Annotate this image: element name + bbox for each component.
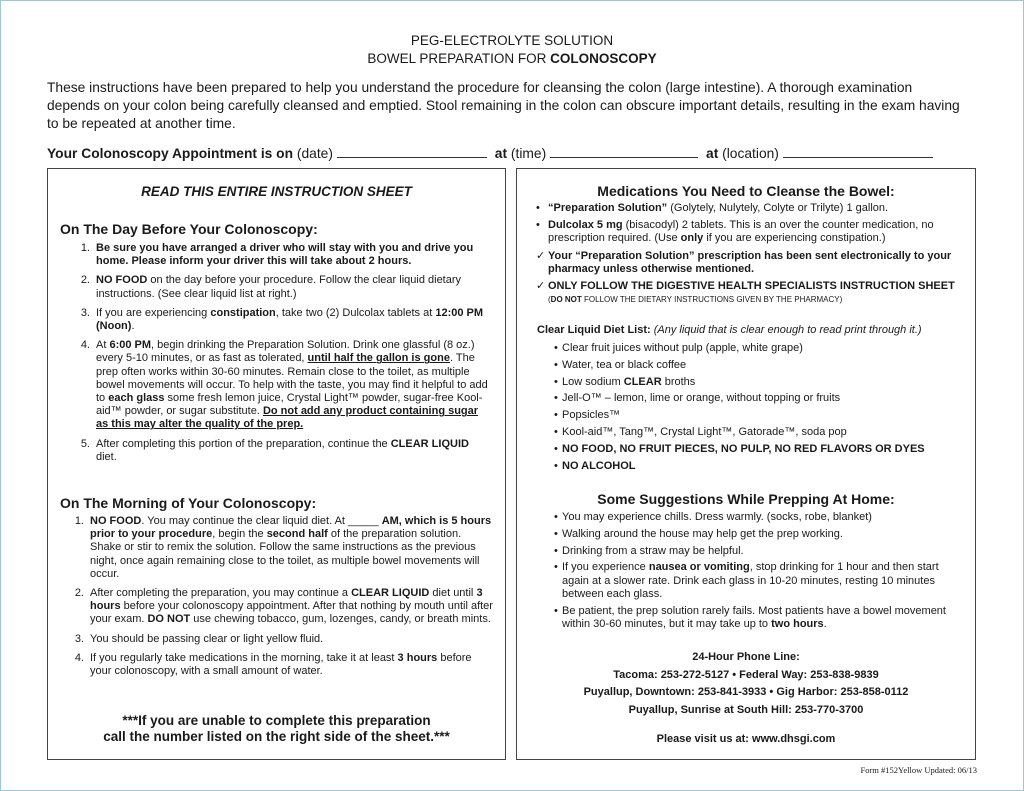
list-item: • Jell-O™ – lemon, lime or orange, without topping or fruits (554, 392, 841, 405)
list-item: 1. NO FOOD. You may continue the clear liquid diet. At _____ AM, which is 5 hours prior to your procedure, begin the second half of the preparation solution. Shake or stir to remix the solution. Follow the same instructions as the previous night, once again remaining close to the toilet, as multiple bowel movements will occur. (74, 515, 492, 580)
list-item: 3. If you are experiencing constipation, take two (2) Dulcolax tablets at 12:00 PM (Noon). (80, 306, 484, 333)
left-instructions-box (47, 168, 506, 760)
list-item: • Water, tea or black coffee (554, 358, 687, 371)
list-item: • You may experience chills. Dress warmly. (socks, robe, blanket) (554, 511, 872, 523)
list-item: 1. Be sure you have arranged a driver who will stay with you and drive you home. Please inform your driver this will take about 2 hours. (80, 242, 474, 268)
intro-paragraph: These instructions have been prepared to help you understand the procedure for cleansing the colon (large intestine). A thorough examination depends on your colon being carefully cleansed and emptied. Stool remaining in the colon can obscure important details, resulting in the exam having to be repeated at another time. (47, 80, 960, 131)
list-item: • “Preparation Solution” (Golytely, Nulytely, Colyte or Trilyte) 1 gallon. (536, 202, 889, 214)
phone-heading: 24-Hour Phone Line: (692, 651, 800, 663)
checkmark-icon: ✓ (536, 249, 546, 262)
list-item: ✓ ONLY FOLLOW THE DIGESTIVE HEALTH SPECIALISTS INSTRUCTION SHEET (DO NOT FOLLOW THE DIETARY INSTRUCTIONS GIVEN BY THE PHARMACY) (536, 280, 955, 305)
list-item: ✓ Your “Preparation Solution” prescription has been sent electronically to your pharmacy unless otherwise mentioned. (536, 249, 952, 275)
list-item: • NO FOOD, NO FRUIT PIECES, NO PULP, NO RED FLAVORS OR DYES (554, 442, 925, 455)
clear-liquid-list (554, 342, 964, 476)
phone-line: Tacoma: 253-272-5127 • Federal Way: 253-838-9839 (613, 668, 879, 681)
form-footer: Form #152Yellow Updated: 06/13 (860, 765, 977, 775)
phone-line: Puyallup, Downtown: 253-841-3933 • Gig Harbor: 253-858-0112 (583, 686, 909, 699)
title-line-2: BOWEL PREPARATION FOR COLONOSCOPY (367, 51, 657, 66)
list-item: 5. After completing this portion of the preparation, continue the CLEAR LIQUID diet. (80, 437, 469, 463)
list-item: • NO ALCOHOL (554, 459, 636, 472)
read-instructions-heading: READ THIS ENTIRE INSTRUCTION SHEET (141, 184, 412, 199)
location-blank (783, 145, 933, 158)
appointment-label: Your Colonoscopy Appointment is on (47, 146, 294, 161)
list-item: • Be patient, the prep solution rarely fails. Most patients have a bowel movement within 30-60 minutes, but it may take up to two hours. (554, 604, 946, 630)
list-item: • If you experience nausea or vomiting, stop drinking for 1 hour and then start again at a slower rate. Drink each glass in 10-20 minutes, resting 10 minutes between each glass. (554, 561, 939, 600)
list-item: 4. At 6:00 PM, begin drinking the Preparation Solution. Drink one glassful (8 oz.) every 5-10 minutes, or as fast as tolerated, until half the gallon is gone. The prep often works within 30-60 minutes. Remain close to the toilet, as multiple bowel movements will occur. To help with the taste, you may find it helpful to add to each glass some fresh lemon juice, Crystal Light™ powder, sugar-free Kool-aid™ powder, or sugar substitute. Do not add any product containing sugar as this may alter the quality of the prep. (80, 339, 488, 431)
phone-block (517, 649, 975, 749)
completion-callout: ***If you are unable to complete this preparation call the number listed on the right side of the sheet.*** (103, 713, 450, 744)
list-item: • Clear fruit juices without pulp (apple, white grape) (554, 342, 803, 354)
appointment-location-label: (location) (722, 146, 779, 161)
list-item: 3. You should be passing clear or light yellow fluid. (74, 632, 324, 645)
website-link[interactable]: Please visit us at: www.dhsgi.com (656, 733, 836, 746)
checkmark-icon: ✓ (536, 280, 546, 293)
medications-heading: Medications You Need to Cleanse the Bowel: (597, 183, 895, 199)
document-title (0, 32, 1024, 68)
spacer (517, 719, 975, 731)
list-item: • Drinking from a straw may be helpful. (554, 544, 744, 557)
appointment-time-label: (time) (510, 146, 547, 161)
suggestions-heading: Some Suggestions While Prepping At Home: (597, 491, 895, 507)
list-item: 4. If you regularly take medications in the morning, take it at least 3 hours before your colonoscopy, with a small amount of water. (74, 651, 472, 678)
day-before-list (72, 242, 492, 470)
appointment-date-label: (date) (296, 146, 333, 161)
right-instructions-box (516, 168, 976, 760)
date-blank (337, 145, 487, 158)
day-before-heading: On The Day Before Your Colonoscopy: (60, 221, 318, 237)
list-item: • Popsicles™ (554, 409, 621, 422)
time-blank (550, 145, 698, 158)
appointment-line: Your Colonoscopy Appointment is on (date) at (time) at (location) (47, 145, 937, 161)
medications-list (536, 202, 964, 310)
list-item: • Dulcolax 5 mg (bisacodyl) 2 tablets. This is an over the counter medication, no prescription required. (Use only if you are experiencing constipation.) (536, 219, 934, 245)
suggestions-list (554, 511, 964, 635)
morning-list (62, 515, 494, 684)
phone-line: Puyallup, Sunrise at South Hill: 253-770-3700 (628, 703, 864, 716)
morning-heading: On The Morning of Your Colonoscopy: (60, 495, 317, 511)
list-item: • Kool-aid™, Tang™, Crystal Light™, Gatorade™, soda pop (554, 425, 847, 438)
list-item: • Low sodium CLEAR broths (554, 375, 696, 388)
list-item: • Walking around the house may help get the prep working. (554, 527, 843, 540)
title-line-1: PEG-ELECTROLYTE SOLUTION (410, 33, 614, 48)
list-item: 2. After completing the preparation, you may continue a CLEAR LIQUID diet until 3 hours before your colonoscopy appointment. After that nothing by mouth until after your exam. DO NOT use chewing tobacco, gum, lozenges, candy, or breath mints. (74, 587, 493, 626)
clear-liquid-heading: Clear Liquid Diet List: (Any liquid that is clear enough to read print through it.) (537, 324, 922, 336)
list-item: 2. NO FOOD on the day before your procedure. Follow the clear liquid dietary instructions. (See clear liquid list at right.) (80, 274, 462, 300)
